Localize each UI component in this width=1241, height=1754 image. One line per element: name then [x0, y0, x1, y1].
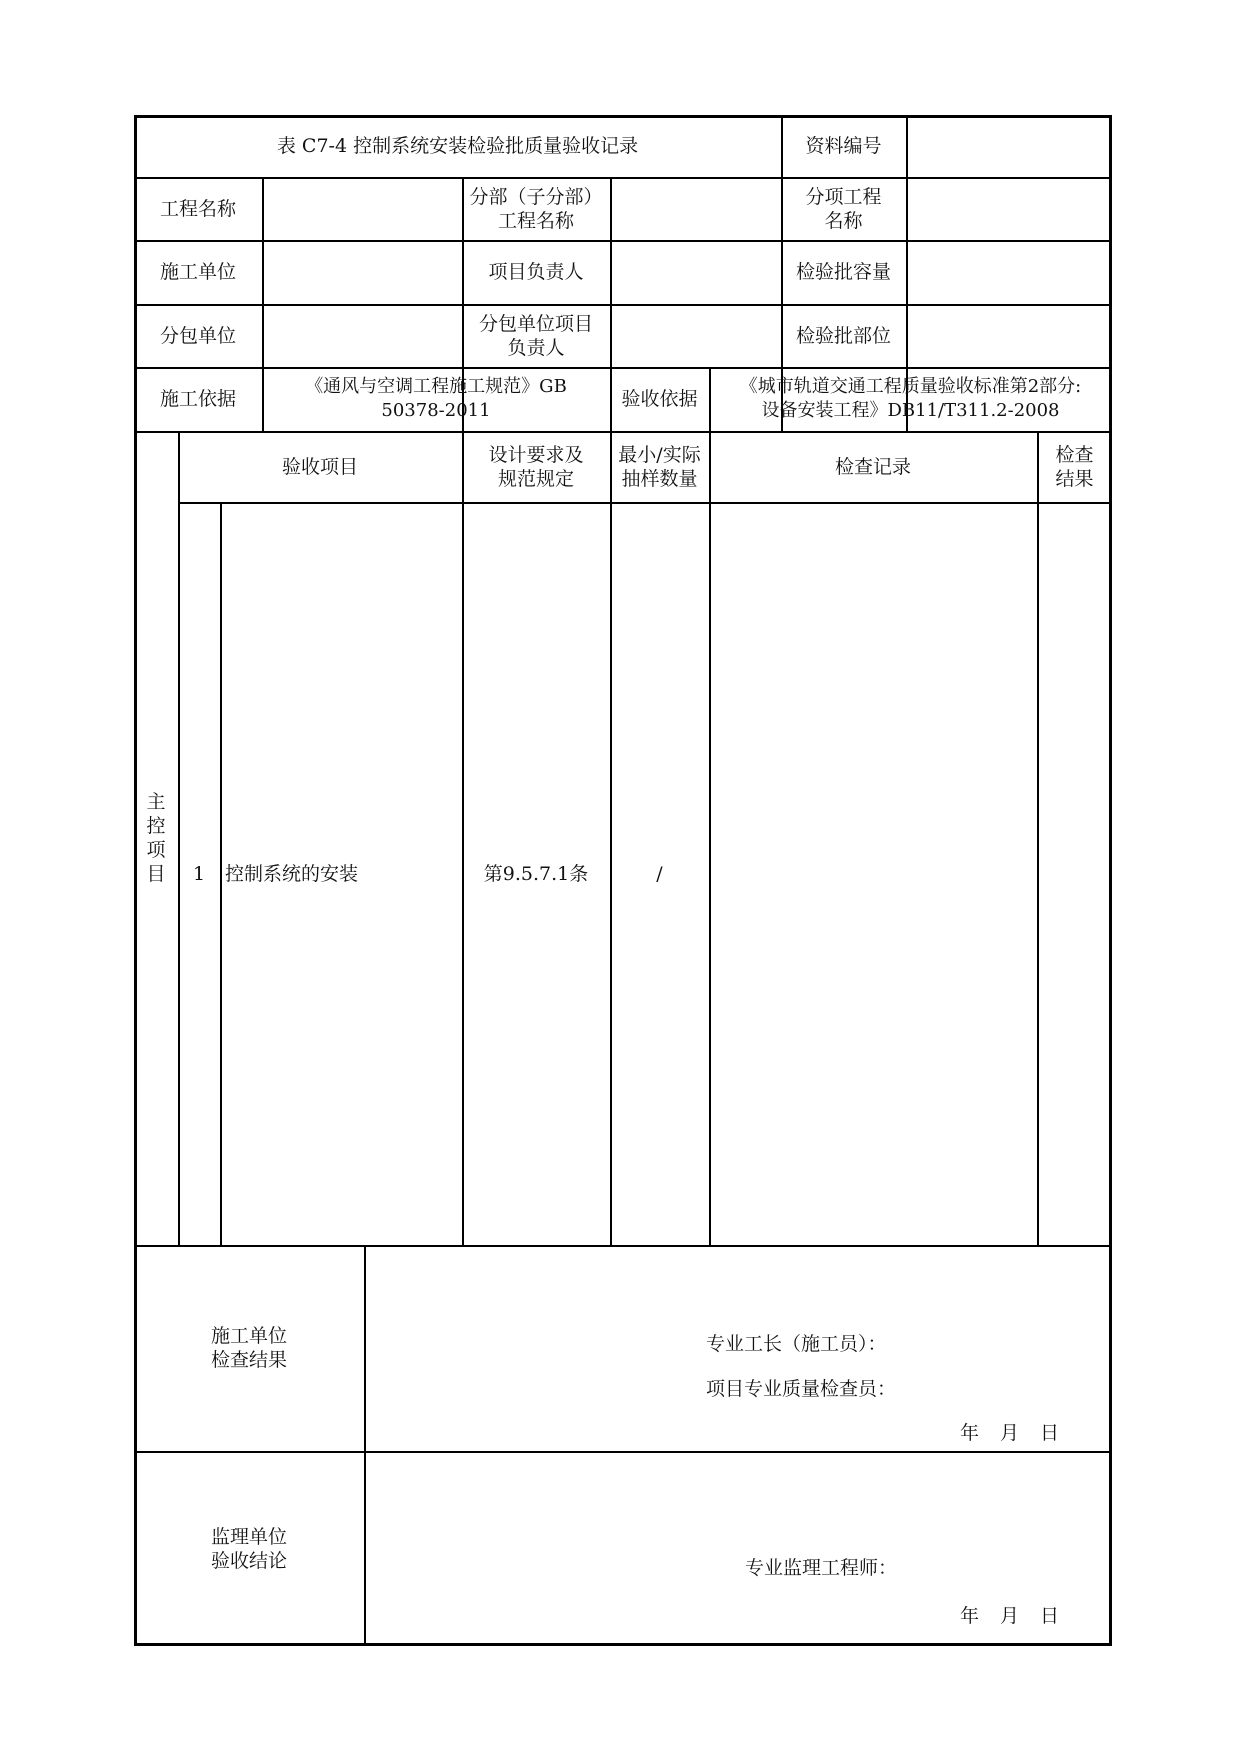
project-name-field[interactable]	[262, 177, 462, 240]
form-title: 表 C7-4 控制系统安装检验批质量验收记录	[276, 135, 639, 157]
construction-basis-label: 施工依据	[159, 388, 236, 410]
row-record-field[interactable]	[709, 502, 1037, 1245]
foreman-signature-label: 专业工长（施工员）：	[706, 1333, 887, 1355]
row-sample: /	[656, 862, 663, 885]
header-inspection-item: 验收项目	[281, 455, 358, 478]
row-clause: 第9.5.7.1条	[483, 862, 589, 885]
row-number: 1	[192, 862, 206, 885]
acceptance-basis-label: 验收依据	[621, 388, 698, 410]
supervising-engineer-signature-label: 专业监理工程师：	[745, 1557, 898, 1579]
subcontractor-field[interactable]	[262, 304, 462, 367]
supervisor-date-month: 月	[1000, 1605, 1020, 1627]
supervisor-check-label: 监理单位 验收结论	[210, 1525, 287, 1572]
contractor-date-day: 日	[1040, 1422, 1060, 1444]
header-sample-quantity: 最小/实际 抽样数量	[618, 443, 701, 490]
record-no-label: 资料编号	[805, 135, 882, 157]
acceptance-basis-value: 《城市轨道交通工程质量验收标准第2部分: 设备安装工程》DB11/T311.2-2008	[739, 376, 1082, 421]
batch-location-label: 检验批部位	[795, 324, 891, 347]
construction-basis-value: 《通风与空调工程施工规范》GB 50378-2011	[305, 376, 567, 421]
header-inspection-record: 检查记录	[834, 455, 911, 478]
project-manager-field[interactable]	[610, 240, 781, 304]
supervisor-date-day: 日	[1040, 1605, 1060, 1627]
batch-location-field[interactable]	[906, 304, 1112, 367]
sub-manager-label: 分包单位项目 负责人	[478, 312, 593, 359]
subitem-name-label: 分项工程 名称	[805, 185, 882, 232]
row-result-field[interactable]	[1037, 502, 1112, 1245]
main-control-group-label	[134, 431, 178, 1245]
contractor-check-label: 施工单位 检查结果	[210, 1325, 287, 1371]
record-no-field[interactable]	[906, 115, 1112, 177]
contractor-field[interactable]	[262, 240, 462, 304]
subdivision-name-label: 分部（子分部） 工程名称	[469, 185, 603, 232]
subitem-name-field[interactable]	[906, 177, 1112, 240]
subcontractor-label: 分包单位	[159, 324, 236, 347]
batch-capacity-field[interactable]	[906, 240, 1112, 304]
contractor-date-month: 月	[1000, 1422, 1020, 1444]
header-design-requirement: 设计要求及 规范规定	[488, 443, 584, 490]
batch-capacity-label: 检验批容量	[795, 261, 891, 283]
sub-manager-field[interactable]	[610, 304, 781, 367]
project-manager-label: 项目负责人	[488, 261, 584, 283]
contractor-date-year: 年	[960, 1422, 980, 1444]
quality-inspector-signature-label: 项目专业质量检查员：	[706, 1378, 897, 1400]
group-label-text: 主控项目	[146, 791, 166, 885]
header-inspection-result: 检查 结果	[1055, 443, 1094, 490]
project-name-label: 工程名称	[159, 197, 236, 220]
supervisor-date-year: 年	[960, 1605, 980, 1627]
subdivision-name-field[interactable]	[610, 177, 781, 240]
contractor-label: 施工单位	[159, 261, 236, 283]
rule-v-364	[364, 1245, 366, 1646]
row-item: 控制系统的安装	[225, 862, 359, 885]
